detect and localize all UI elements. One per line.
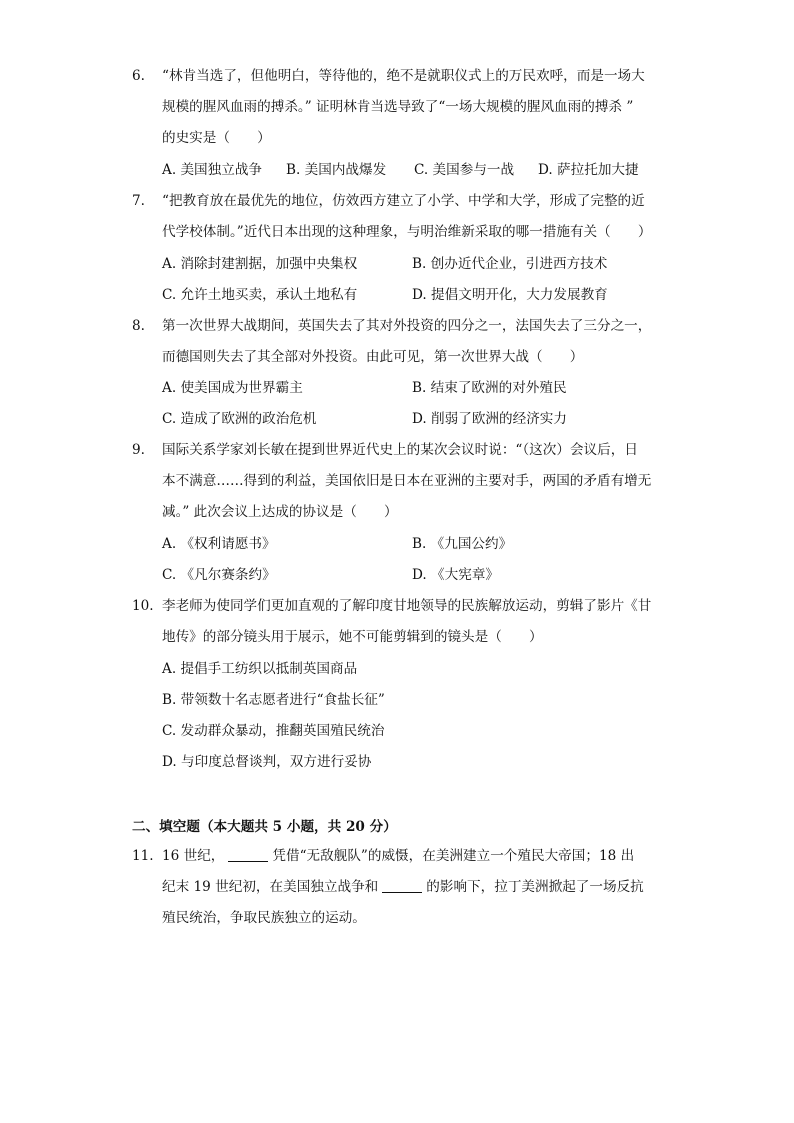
- option-c[interactable]: C. 《凡尔赛条约》: [162, 567, 276, 583]
- question-text-line: 的史实是（ ）: [162, 130, 271, 146]
- option-b[interactable]: B. 结束了欧洲的对外殖民: [412, 380, 567, 396]
- question-text-line: “把教育放在最优先的地位，仿效西方建立了小学、中学和大学，形成了完整的近: [162, 193, 645, 209]
- fill-blank-2[interactable]: [382, 878, 422, 893]
- question-text-line: 减。” 此次会议上达成的协议是（ ）: [162, 504, 398, 520]
- option-a[interactable]: A. 使美国成为世界霸主: [162, 380, 303, 396]
- option-c[interactable]: C. 发动群众暴动，推翻英国殖民统治: [162, 723, 385, 739]
- option-b[interactable]: B. 美国内战爆发: [286, 162, 387, 178]
- question-10: [132, 591, 672, 653]
- question-text-line: “林肯当选了，但他明白，等待他的，绝不是就职仪式上的万民欢呼，而是一场大: [162, 68, 645, 84]
- question-text-line: 地传》的部分镜头用于展示，她不可能剪辑到的镜头是（ ）: [162, 629, 543, 645]
- option-c[interactable]: C. 允许土地买卖，承认土地私有: [162, 287, 358, 303]
- option-d[interactable]: D. 提倡文明开化，大力发展教育: [412, 287, 608, 303]
- section-title: 二、填空题（本大题共 5 小题，共 20 分）: [132, 819, 397, 835]
- question-number: 6.: [132, 68, 145, 84]
- question-text-line: [132, 841, 672, 872]
- option-b[interactable]: B. 《九国公约》: [412, 536, 513, 552]
- option-a[interactable]: A. 消除封建割据，加强中央集权: [162, 256, 358, 272]
- question-text-line: [132, 872, 672, 903]
- question-6: [132, 61, 672, 154]
- fill-blank-1[interactable]: [228, 847, 268, 862]
- option-c[interactable]: C. 造成了欧洲的政治危机: [162, 411, 317, 427]
- text-segment: 纪末 19 世纪初，在美国独立战争和: [162, 879, 379, 895]
- question-8: [132, 311, 672, 373]
- question-text-line: 而德国则失去了其全部对外投资。由此可见，第一次世界大战（ ）: [162, 349, 584, 365]
- question-text-line: 殖民统治，争取民族独立的运动。: [162, 910, 366, 926]
- question-text-line: 本不满意……得到的利益，美国依旧是日本在亚洲的主要对手，两国的矛盾有增无: [162, 473, 652, 489]
- question-number: 10.: [132, 598, 154, 614]
- question-9: [132, 435, 672, 528]
- question-7: [132, 186, 672, 248]
- option-a[interactable]: A. 《权利请愿书》: [162, 536, 276, 552]
- option-a[interactable]: A. 美国独立战争: [162, 162, 263, 178]
- question-text-line: 李老师为使同学们更加直观的了解印度甘地领导的民族解放运动，剪辑了影片《甘: [162, 598, 652, 614]
- option-d[interactable]: D. 与印度总督谈判，双方进行妥协: [162, 754, 372, 770]
- option-d[interactable]: D. 萨拉托加大捷: [538, 162, 639, 178]
- option-b[interactable]: B. 创办近代企业，引进西方技术: [412, 256, 608, 272]
- option-d[interactable]: D. 《大宪章》: [412, 567, 500, 583]
- option-d[interactable]: D. 削弱了欧洲的经济实力: [412, 411, 567, 427]
- option-a[interactable]: A. 提倡手工纺织以抵制英国商品: [162, 661, 358, 677]
- option-b[interactable]: B. 带领数十名志愿者进行“食盐长征”: [162, 692, 385, 708]
- question-text-line: 第一次世界大战期间，英国失去了其对外投资的四分之一，法国失去了三分之一，: [162, 318, 652, 334]
- question-text-line: 规模的腥风血雨的搏杀。” 证明林肯当选导致了“一场大规模的腥风血雨的搏杀 ”: [162, 99, 634, 115]
- question-text-line: 国际关系学家刘长敏在提到世界近代史上的某次会议时说：“（这次）会议后，日: [162, 442, 638, 458]
- question-number: 8.: [132, 318, 145, 334]
- text-segment: 16 世纪，: [162, 848, 225, 864]
- question-11: [132, 841, 672, 934]
- question-number: 9.: [132, 442, 145, 458]
- text-segment: 的影响下，拉丁美洲掀起了一场反抗: [426, 879, 644, 895]
- question-number: 11.: [132, 848, 154, 864]
- question-text-line: 代学校体制。”近代日本出现的这种理象，与明治维新采取的哪一措施有关（ ）: [162, 224, 652, 240]
- option-c[interactable]: C. 美国参与一战: [414, 162, 515, 178]
- question-number: 7.: [132, 193, 145, 209]
- text-segment: 凭借“无敌舰队”的威慑，在美洲建立一个殖民大帝国；18 出: [272, 848, 635, 864]
